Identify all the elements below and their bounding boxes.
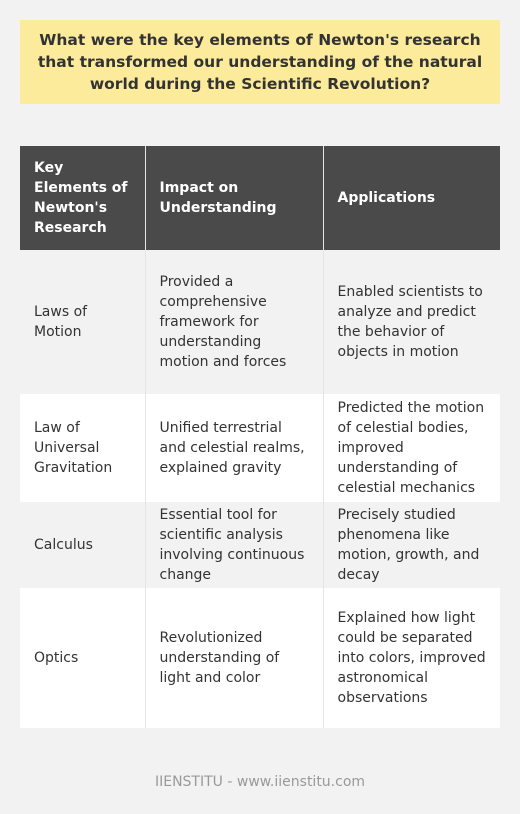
- column-header-impact: Impact on Understanding: [145, 146, 323, 250]
- table-header-row: [20, 146, 500, 250]
- cell-applications: Predicted the motion of celestial bodies, improved understanding of celestial mechanics: [323, 394, 500, 502]
- column-header-key-elements: Key Elements of Newton's Research: [20, 146, 145, 250]
- title-banner: [20, 20, 500, 104]
- cell-element: Calculus: [20, 502, 145, 588]
- table-row: [20, 588, 500, 728]
- cell-impact: Unified terrestrial and celestial realms, explained gravity: [145, 394, 323, 502]
- table-row: [20, 394, 500, 502]
- newton-research-table: [20, 146, 500, 728]
- cell-impact: Provided a comprehensive framework for understanding motion and forces: [145, 250, 323, 394]
- cell-element: Laws of Motion: [20, 250, 145, 394]
- footer-credit: IIENSTITU - www.iienstitu.com: [154, 774, 366, 790]
- cell-impact: Revolutionized understanding of light and color: [145, 588, 323, 728]
- cell-element: Optics: [20, 588, 145, 728]
- table-row: [20, 250, 500, 394]
- column-header-applications: Applications: [323, 146, 500, 250]
- cell-element: Law of Universal Gravitation: [20, 394, 145, 502]
- page-title: What were the key elements of Newton's research that transformed our understanding of the natural world during the Scientific Revolution?: [37, 31, 483, 93]
- cell-applications: Precisely studied phenomena like motion, growth, and decay: [323, 502, 500, 588]
- table-row: [20, 502, 500, 588]
- cell-applications: Enabled scientists to analyze and predict the behavior of objects in motion: [323, 250, 500, 394]
- cell-impact: Essential tool for scientific analysis involving continuous change: [145, 502, 323, 588]
- cell-applications: Explained how light could be separated into colors, improved astronomical observations: [323, 588, 500, 728]
